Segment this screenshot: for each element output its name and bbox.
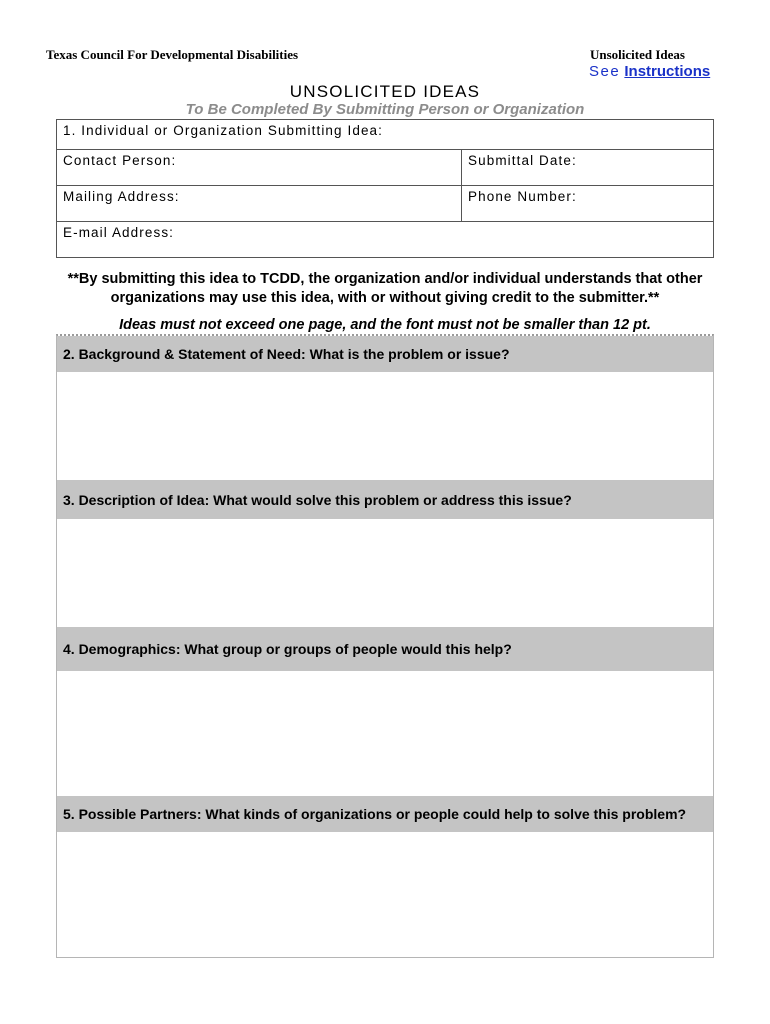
see-prefix: See	[589, 63, 621, 80]
form-title: UNSOLICITED IDEAS	[289, 82, 481, 101]
section-header: 3. Description of Idea: What would solve this problem or address this issue?	[57, 480, 713, 519]
instructions-link[interactable]: Instructions	[624, 63, 711, 80]
section-header: 2. Background & Statement of Need: What is the problem or issue?	[57, 336, 713, 372]
section-description	[57, 480, 713, 627]
submitter-field[interactable]: 1. Individual or Organization Submitting Idea:	[63, 123, 384, 138]
organization-name: Texas Council For Developmental Disabilities	[46, 47, 299, 62]
section-demographics	[57, 627, 713, 796]
section-header: 5. Possible Partners: What kinds of organizations or people could help to solve this problem?	[57, 796, 713, 832]
section-answer-area[interactable]	[57, 671, 713, 796]
form-subtitle: To Be Completed By Submitting Person or Organization	[185, 101, 585, 118]
section-answer-area[interactable]	[57, 372, 713, 480]
section-partners	[57, 796, 713, 956]
section-background	[57, 336, 713, 480]
phone-number-field[interactable]: Phone Number:	[461, 186, 713, 221]
form-label: Unsolicited Ideas	[590, 47, 685, 62]
info-row-contact	[57, 149, 713, 185]
submitter-info-table	[56, 119, 714, 258]
submittal-date-field[interactable]: Submittal Date:	[461, 150, 713, 185]
section-answer-area[interactable]	[57, 832, 713, 956]
mailing-address-field[interactable]: Mailing Address:	[63, 189, 180, 204]
email-address-field[interactable]: E-mail Address:	[63, 225, 175, 240]
section-answer-area[interactable]	[57, 519, 713, 627]
info-row-submitter	[57, 120, 713, 149]
info-row-mailing	[57, 185, 713, 221]
info-row-email	[57, 221, 713, 257]
usage-notice	[0, 270, 770, 308]
see-instructions	[589, 63, 710, 80]
usage-notice-line2: organizations may use this idea, with or without giving credit to the submitter.**	[110, 290, 660, 306]
contact-person-field[interactable]: Contact Person:	[63, 153, 177, 168]
section-header: 4. Demographics: What group or groups of people would this help?	[57, 627, 713, 671]
question-sections	[56, 334, 714, 958]
page-limit-notice: Ideas must not exceed one page, and the font must not be smaller than 12 pt.	[119, 317, 651, 333]
usage-notice-line1: **By submitting this idea to TCDD, the organization and/or individual understands that other	[67, 271, 703, 287]
